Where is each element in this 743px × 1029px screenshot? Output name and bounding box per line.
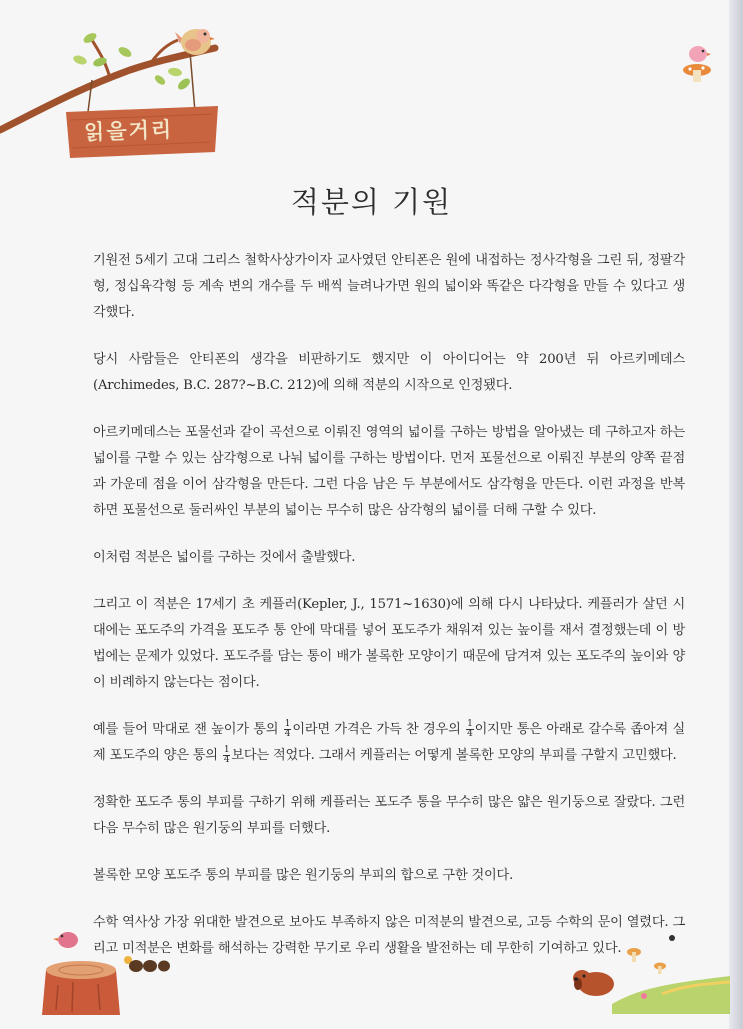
mushroom-bird-illustration [676,40,718,84]
leaf-icon [117,45,133,59]
fraction-numerator: 1 [467,719,473,729]
paragraph: 볼록한 모양 포도주 통의 부피를 많은 원기둥의 부피의 합으로 구한 것이다. [93,868,514,883]
leaf-icon [167,67,182,77]
paragraph: 수학 역사상 가장 위대한 발견으로 보아도 부족하지 않은 미적분의 발견으로, 고등 수학의 문이 열렸다. 그리고 미적분은 변화를 해석하는 강력한 무기로 우리 생활을 발전하는 데 무한히 기여하고 있다. [93,915,685,956]
paragraph-with-fractions [93,717,685,769]
sign-label: 읽을거리 [83,117,174,145]
text-segment: 예를 들어 막대로 잰 높이가 통의 [93,722,283,737]
dog-grass-illustration [572,934,730,1014]
paragraph: 그리고 이 적분은 17세기 초 케플러(Kepler, J., 1571~1630)에 의해 다시 나타났다. 케플러가 살던 시대에는 포도주의 가격을 포도주 통 안에 막대를 넣어 포도주가 채워져 있는 높이를 재서 결정했는데 이 방법에는 문제가 있었다. 포도주를 담는 통이 배가 볼록한 모양이기 때문에 담겨져 있는 포도주의 높이와 양이 비례하지 않는다는 점이다. [93,597,685,690]
fraction-numerator: 1 [284,719,291,729]
paragraph: 정확한 포도주 통의 부피를 구하기 위해 케플러는 포도주 통을 무수히 많은 얇은 원기둥으로 잘랐다. 그런 다음 무수히 많은 원기둥의 부피를 더했다. [93,795,685,836]
stump-bird-illustration [28,920,178,1020]
text-segment: 보다는 적었다. 그래서 케플러는 어떻게 볼록한 모양의 부피를 구할지 고민했다. [231,748,677,763]
leaf-icon [72,54,88,66]
mushroom-icon [654,963,666,975]
fraction-denominator: 4 [284,729,291,739]
paragraph: 당시 사람들은 안티폰의 생각을 비판하기도 했지만 이 아이디어는 약 200년 뒤 아르키메데스(Archimedes, B.C. 287?~B.C. 212)에 의해 적분의 시작으로 인정됐다. [93,352,685,393]
paragraph: 아르키메데스는 포물선과 같이 곡선으로 이뤄진 영역의 넓이를 구하는 방법을 알아냈는 데 구하고자 하는 넓이를 구할 수 있는 삼각형으로 나눠 넓이를 구하는 방법이다. 먼저 포물선으로 이뤄진 부분의 양쪽 끝점과 가운데 점을 이어 삼각형을 만든다. 그런 다음 남은 두 부분에서도 삼각형을 만든다. 이런 과정을 반복하면 포물선으로 둘러싸인 부분의 넓이는 무수히 많은 삼각형의 넓이를 더해 구할 수 있다. [93,425,685,518]
fraction-denominator: 4 [467,729,473,739]
paragraph: 기원전 5세기 고대 그리스 철학사상가이자 교사였던 안티폰은 원에 내접하는 정사각형을 그린 뒤, 정팔각형, 정십육각형 등 계속 변의 개수를 두 배씩 늘려나가면 원의 넓이와 똑같은 다각형을 만들 수 있다고 생각했다. [93,253,685,320]
fraction-denominator: 4 [223,755,230,765]
fraction-numerator: 1 [223,745,230,755]
article-body [93,248,685,983]
bird-icon [53,932,78,948]
text-segment: 이라면 가격은 가득 찬 경우의 [292,722,466,737]
fraction-one-quarter [223,746,231,765]
paragraph: 이처럼 적분은 넓이를 구하는 것에서 출발했다. [93,550,356,565]
leaf-icon [176,76,192,91]
fraction-one-quarter [284,720,292,739]
page-edge [729,0,743,1029]
leaf-icon [82,31,98,45]
text-segment: 이지만 통은 아래로 갈수록 좁아져 실제 포도주의 양은 통의 [93,722,686,763]
leaf-icon [153,73,167,86]
fraction-one-quarter [466,720,474,739]
page-title: 적분의 기원 [290,185,453,219]
dog-icon [573,970,614,996]
mushroom-icon [627,948,641,962]
